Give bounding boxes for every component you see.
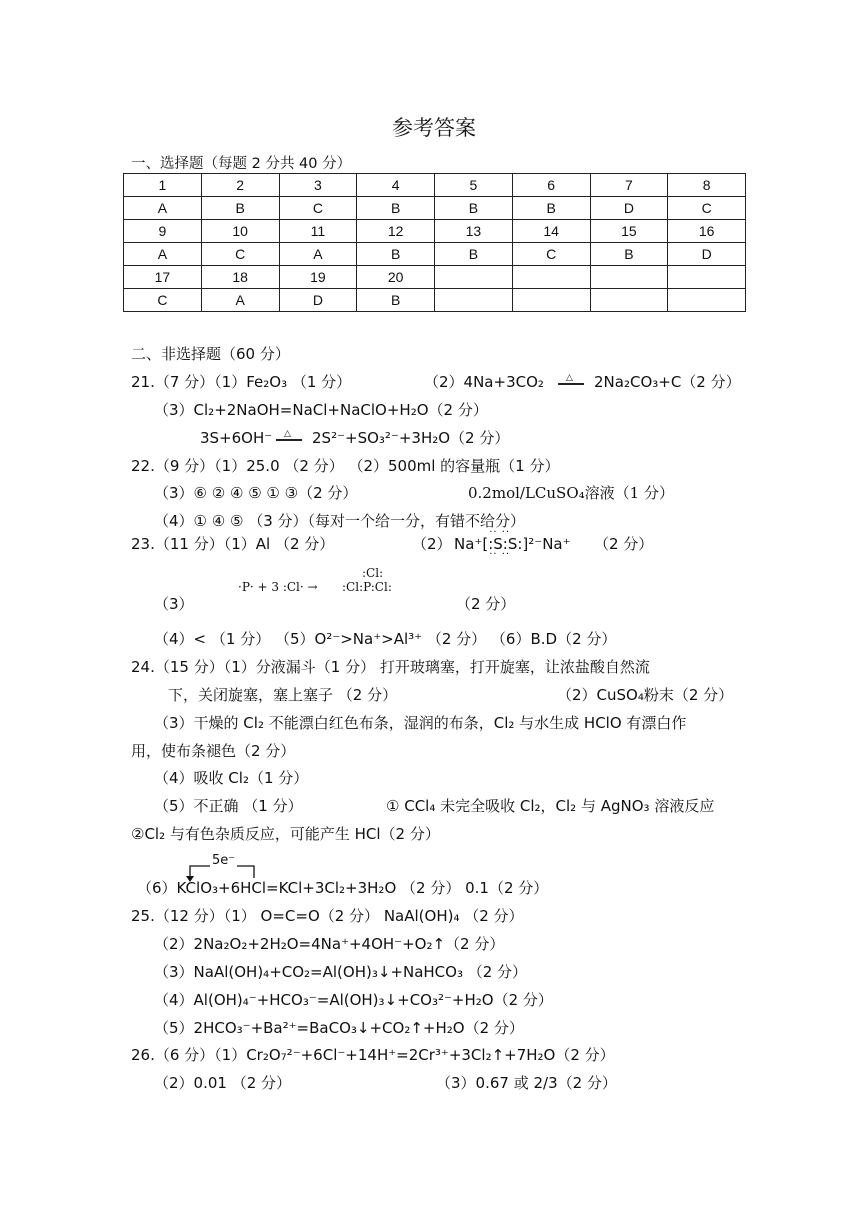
q21-line1-products: 2Na₂CO₃+C（2 分） [594, 373, 741, 391]
q24-line4: 用，使布条褪色（2 分） [131, 742, 296, 760]
q21-line2: （3）Cl₂+2NaOH=NaCl+NaClO+H₂O（2 分） [154, 401, 488, 419]
q25-line2: （2）2Na₂O₂+2H₂O=4Na⁺+4OH⁻+O₂↑（2 分） [154, 935, 505, 953]
table-cell [668, 266, 746, 289]
q22-line2-solution: 0.2mol/LCuSO₄溶液（1 分） [468, 484, 674, 502]
table-cell: B [512, 197, 590, 220]
table-cell: B [357, 289, 435, 312]
table-cell: B [357, 197, 435, 220]
table-cell: C [512, 243, 590, 266]
sodium-ion: Na⁺[ [454, 535, 489, 553]
disulfide-dots: ·· ·· :S:S: ·· ·· [488, 534, 522, 554]
answer-table [123, 173, 746, 312]
q24-line2-part2: （2）CuSO₄粉末（2 分） [557, 686, 734, 704]
q24-line6-part2: ① CCl₄ 未完全吸收 Cl₂，Cl₂ 与 AgNO₃ 溶液反应 [386, 797, 715, 815]
section2-heading: 二、非选择题（60 分） [131, 345, 290, 363]
table-cell: 4 [357, 174, 435, 197]
table-row [124, 220, 746, 243]
electron-count-label: 5e⁻ [212, 853, 236, 868]
table-cell: 18 [201, 266, 279, 289]
q25-line3: （3）NaAl(OH)₄+CO₂=Al(OH)₃↓+NaHCO₃ （2 分） [154, 963, 528, 981]
table-cell: 8 [668, 174, 746, 197]
section1-heading: 一、选择题（每题 2 分共 40 分） [131, 156, 352, 172]
q24-line6: （5）不正确 （1 分） [154, 797, 303, 815]
table-cell [590, 289, 668, 312]
q21-line3-products: 2S²⁻+SO₃²⁻+3H₂O（2 分） [312, 429, 510, 447]
table-cell: B [435, 197, 513, 220]
table-cell: B [590, 243, 668, 266]
table-row [124, 243, 746, 266]
table-row [124, 174, 746, 197]
q21-line3-reactants: 3S+6OH⁻ [200, 429, 273, 447]
na2s2-electron-formula [454, 534, 571, 554]
table-cell: 14 [512, 220, 590, 243]
table-cell [435, 289, 513, 312]
table-cell: C [201, 243, 279, 266]
table-cell: 2 [201, 174, 279, 197]
q22-line1: 22.（9 分）（1）25.0 （2 分） （2）500ml 的容量瓶（1 分） [131, 457, 560, 475]
sodium-ion: ]²⁻Na⁺ [522, 535, 571, 553]
q26-line2-part2: （3）0.67 或 2/3（2 分） [436, 1074, 617, 1092]
pcl3-lewis-diagram [238, 566, 418, 602]
table-cell: C [279, 197, 357, 220]
table-row [124, 266, 746, 289]
table-cell: 16 [668, 220, 746, 243]
table-cell [512, 266, 590, 289]
table-cell: 5 [435, 174, 513, 197]
q25-line4: （4）Al(OH)₄⁻+HCO₃⁻=Al(OH)₃↓+CO₃²⁻+H₂O（2 分） [154, 991, 553, 1009]
q23-line1: 23.（11 分）（1）Al （2 分） [131, 535, 335, 553]
q26-line1: 26.（6 分）（1）Cr₂O₇²⁻+6Cl⁻+14H⁺=2Cr³⁺+3Cl₂↑+7H₂O（2 分） [131, 1046, 615, 1064]
q25-line1: 25.（12 分）（1） O=C=O（2 分） NaAl(OH)₄ （2 分） [131, 907, 524, 925]
table-cell: 17 [124, 266, 202, 289]
table-cell: 13 [435, 220, 513, 243]
table-cell: 3 [279, 174, 357, 197]
table-cell: C [124, 289, 202, 312]
table-cell: D [279, 289, 357, 312]
q24-line1: 24.（15 分）（1）分液漏斗（1 分） 打开玻璃塞，打开旋塞，让浓盐酸自然流 [131, 658, 650, 676]
table-cell: 20 [357, 266, 435, 289]
table-cell: D [590, 197, 668, 220]
table-cell: B [435, 243, 513, 266]
lewis-reactants: ·P· + 3 :Cl· → [238, 580, 318, 594]
table-cell: B [201, 197, 279, 220]
q26-line2: （2）0.01 （2 分） [154, 1074, 292, 1092]
table-cell: 1 [124, 174, 202, 197]
q22-line3: （4）① ④ ⑤ （3 分）（每对一个给一分，有错不给分） [154, 512, 526, 530]
table-cell: A [201, 289, 279, 312]
table-cell: A [124, 197, 202, 220]
table-cell [512, 289, 590, 312]
table-cell: B [357, 243, 435, 266]
q24-line8: （6）KClO₃+6HCl=KCl+3Cl₂+3H₂O （2 分） 0.1（2 分） [137, 879, 549, 897]
page-title: 参考答案 [392, 116, 476, 140]
heat-symbol: △ [276, 428, 302, 448]
table-row [124, 289, 746, 312]
lewis-top-chlorine: :Cl: [362, 566, 384, 580]
q21-line1: 21.（7 分）（1）Fe₂O₃ （1 分） [131, 373, 352, 391]
q21-line1-reactants: （2）4Na+3CO₂ [424, 373, 544, 391]
table-cell: A [279, 243, 357, 266]
table-cell: 11 [279, 220, 357, 243]
q25-line5: （5）2HCO₃⁻+Ba²⁺=BaCO₃↓+CO₂↑+H₂O（2 分） [154, 1019, 524, 1037]
table-cell [590, 266, 668, 289]
q24-line2: 下，关闭旋塞，塞上塞子 （2 分） [168, 686, 398, 704]
q23-line2-label: （3） [154, 595, 194, 613]
table-cell: D [668, 243, 746, 266]
table-cell: A [124, 243, 202, 266]
table-cell: 6 [512, 174, 590, 197]
q23-line1-score: （2 分） [594, 535, 654, 553]
q23-line2-score: （2 分） [456, 595, 516, 613]
table-cell: C [668, 197, 746, 220]
q24-line7: ②Cl₂ 与有色杂质反应，可能产生 HCl（2 分） [131, 825, 440, 843]
q22-line2: （3）⑥ ② ④ ⑤ ① ③（2 分） [154, 484, 358, 502]
q23-line1-part2: （2） [412, 535, 452, 553]
table-cell [435, 266, 513, 289]
table-cell [668, 289, 746, 312]
table-cell: 19 [279, 266, 357, 289]
q24-line5: （4）吸收 Cl₂（1 分） [154, 769, 309, 787]
heat-symbol: △ [558, 372, 584, 392]
table-row [124, 197, 746, 220]
table-cell: 7 [590, 174, 668, 197]
table-cell: 15 [590, 220, 668, 243]
lewis-product: :Cl:P:Cl: [342, 580, 392, 594]
table-cell: 10 [201, 220, 279, 243]
table-cell: 9 [124, 220, 202, 243]
q24-line3: （3）干燥的 Cl₂ 不能漂白红色布条，湿润的布条，Cl₂ 与水生成 HClO 有漂白作 [154, 714, 687, 732]
q23-line3: （4）< （1 分） （5）O²⁻>Na⁺>Al³⁺ （2 分） （6）B.D（2 分） [154, 630, 617, 648]
table-cell: 12 [357, 220, 435, 243]
